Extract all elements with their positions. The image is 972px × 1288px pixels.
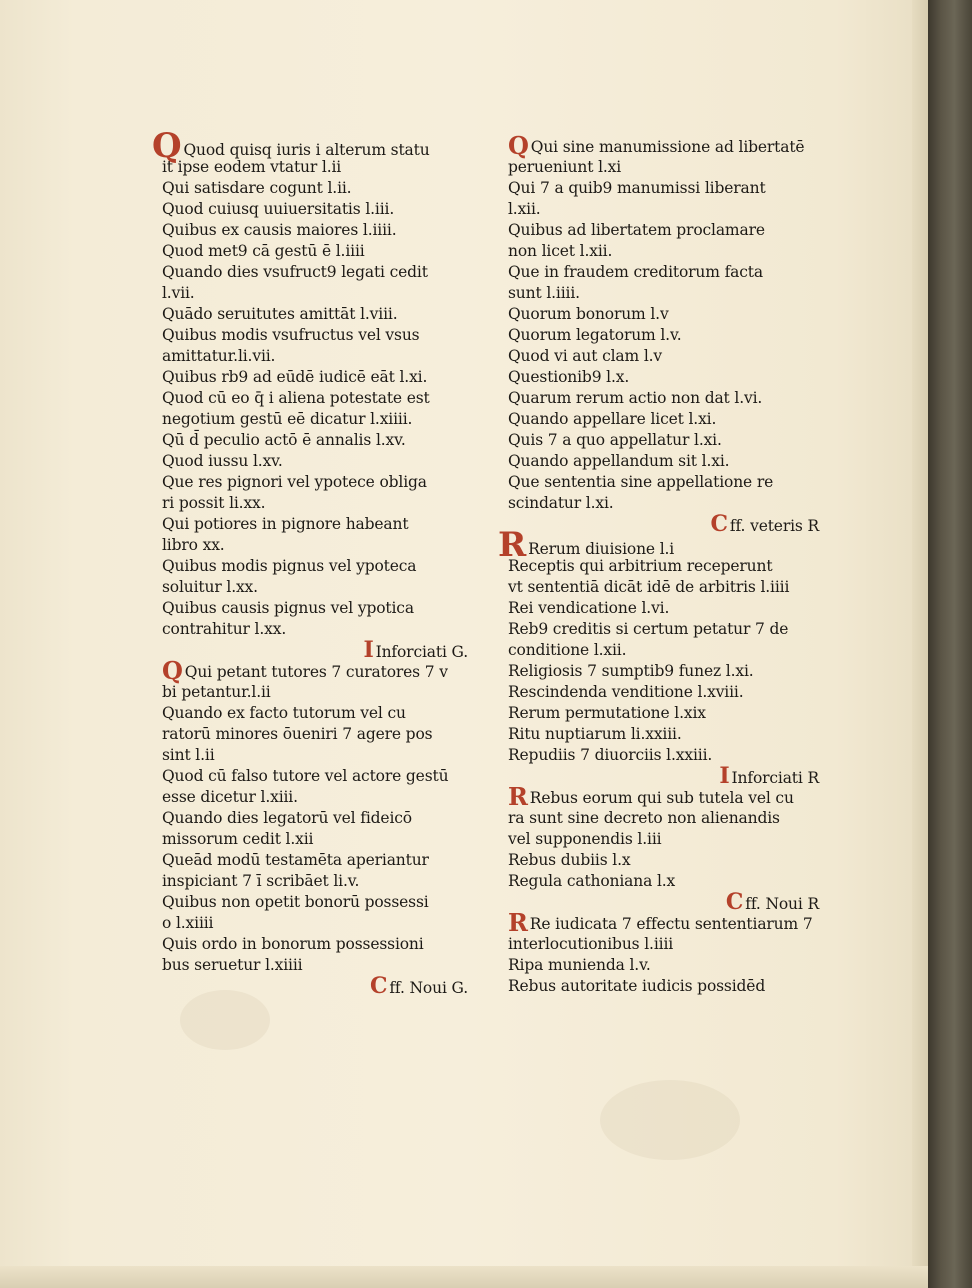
text-line: Repudiis 7 diuorciis l.xxiii. xyxy=(508,746,713,764)
text-line: Regula cathoniana l.x xyxy=(508,872,676,890)
text-line: Quando dies legatorū vel fideicō xyxy=(162,809,412,827)
section-heading: C ff. Noui R xyxy=(725,889,819,915)
text-line: ratorū minores ōueniri 7 agere pos xyxy=(162,725,433,743)
red-initial-q: Q xyxy=(162,656,183,685)
section-heading: C ff. Noui G. xyxy=(369,973,468,999)
text-line: sint l.ii xyxy=(162,746,215,764)
text-line: Quorum bonorum l.v xyxy=(508,305,669,323)
section-heading: C ff. veteris R xyxy=(710,511,819,537)
text-line: Rescindenda venditione l.xviii. xyxy=(508,683,744,701)
text-line: Quādo seruitutes amittāt l.viii. xyxy=(162,305,398,323)
text-line: Rei vendicatione l.vi. xyxy=(508,599,670,617)
text-line: Quibus rb9 ad eūdē iudicē eāt l.xi. xyxy=(162,368,428,386)
text-line: Rebus autoritate iudicis possidēd xyxy=(508,977,766,995)
text-line: Quod cū falso tutore vel actore gestū xyxy=(162,767,449,785)
text-line: R Rebus eorum qui sub tutela vel cu xyxy=(508,782,794,811)
text-line: Qui potiores in pignore habeant xyxy=(162,515,409,533)
right-column xyxy=(498,131,833,997)
page-bottom-edge xyxy=(0,1266,928,1288)
text-line: Quibus modis vsufructus vel vsus xyxy=(162,326,420,344)
text-line: Q Quod quisq iuris i alterum statu xyxy=(152,126,430,166)
text-line: ri possit li.xx. xyxy=(162,494,266,512)
text-line: Qui satisdare cogunt l.ii. xyxy=(162,179,352,197)
text-line: Queād modū testamēta aperiantur xyxy=(162,851,429,869)
red-paragraph-mark: C xyxy=(369,973,388,999)
text-line: Quando ex facto tutorum vel cu xyxy=(162,704,406,722)
text-line: Quando appellandum sit l.xi. xyxy=(508,452,730,470)
text-line: Questionib9 l.x. xyxy=(508,368,630,386)
red-paragraph-mark: I xyxy=(719,763,730,789)
red-initial-q: Q xyxy=(152,126,182,166)
text-line: Quod cū eo q̄ i aliena potestate est xyxy=(162,389,430,407)
section-heading: I Inforciati R xyxy=(719,763,819,789)
text-line: esse dicetur l.xiii. xyxy=(162,788,298,806)
text-line: R Rerum diuisione l.i xyxy=(498,525,675,565)
text-line: Rebus dubiis l.x xyxy=(508,851,631,869)
text-line: Ritu nuptiarum li.xxiii. xyxy=(508,725,682,743)
red-initial-q: Q xyxy=(508,131,529,160)
red-paragraph-mark: I xyxy=(363,637,374,663)
book-binding-gutter xyxy=(928,0,972,1288)
text-line: conditione l.xii. xyxy=(508,641,627,659)
text-line: Quis 7 a quo appellatur l.xi. xyxy=(508,431,722,449)
text-line: Quarum rerum actio non dat l.vi. xyxy=(508,389,763,407)
text-line: Que res pignori vel ypotece obliga xyxy=(162,473,427,491)
text-line: missorum cedit l.xii xyxy=(162,830,314,848)
text-line: Quod iussu l.xv. xyxy=(162,452,283,470)
text-line: amittatur.li.vii. xyxy=(162,347,276,365)
text-line: Que in fraudem creditorum facta xyxy=(508,263,763,281)
text-line: inspiciant 7 ī scribāet li.v. xyxy=(162,872,360,890)
text-line: Qū d̄ peculio actō ē annalis l.xv. xyxy=(162,431,406,449)
text-line: Q Qui petant tutores 7 curatores 7 v xyxy=(162,656,448,685)
text-line: bi petantur.l.ii xyxy=(162,683,271,701)
text-line: Quod met9 cā gestū ē l.iiii xyxy=(162,242,365,260)
text-line: Quibus ex causis maiores l.iiii. xyxy=(162,221,397,239)
red-paragraph-mark: C xyxy=(725,889,744,915)
text-line: Reb9 creditis si certum petatur 7 de xyxy=(508,620,789,638)
text-line: perueniunt l.xi xyxy=(508,158,622,176)
text-line: vt sententiā dicāt idē de arbitris l.iiii xyxy=(508,578,790,596)
section-heading: I Inforciati G. xyxy=(363,637,468,663)
text-line: Quod cuiusq uuiuersitatis l.iii. xyxy=(162,200,395,218)
text-line: Religiosis 7 sumptib9 funez l.xi. xyxy=(508,662,754,680)
red-initial-r: R xyxy=(508,908,528,937)
red-initial-r: R xyxy=(498,525,527,565)
text-line: negotium gestū eē dicatur l.xiiii. xyxy=(162,410,413,428)
page-fore-edge xyxy=(912,0,928,1288)
text-line: soluitur l.xx. xyxy=(162,578,258,596)
text-line: sunt l.iiii. xyxy=(508,284,580,302)
paper-stain xyxy=(600,1080,740,1160)
text-line: o l.xiiii xyxy=(162,914,214,932)
text-line: non licet l.xii. xyxy=(508,242,613,260)
text-line: Rerum permutatione l.xix xyxy=(508,704,706,722)
text-line: contrahitur l.xx. xyxy=(162,620,287,638)
text-line: vel supponendis l.iii xyxy=(508,830,662,848)
text-line: Quorum legatorum l.v. xyxy=(508,326,682,344)
text-line: l.vii. xyxy=(162,284,195,302)
text-line: it ipse eodem vtatur l.ii xyxy=(162,158,342,176)
text-line: Q Qui sine manumissione ad libertatē xyxy=(508,131,805,160)
text-line: Quis ordo in bonorum possessioni xyxy=(162,935,424,953)
text-line: Receptis qui arbitrium receperunt xyxy=(508,557,773,575)
text-line: Quibus non opetit bonorū possessi xyxy=(162,893,429,911)
text-line: scindatur l.xi. xyxy=(508,494,614,512)
text-line: bus seruetur l.xiiii xyxy=(162,956,303,974)
paper-stain xyxy=(180,990,270,1050)
text-line: Que sententia sine appellatione re xyxy=(508,473,774,491)
red-paragraph-mark: C xyxy=(710,511,728,537)
text-line: ra sunt sine decreto non alienandis xyxy=(508,809,780,827)
text-line: interlocutionibus l.iiii xyxy=(508,935,674,953)
text-line: l.xii. xyxy=(508,200,541,218)
text-line: R Re iudicata 7 effectu sententiarum 7 xyxy=(508,908,813,937)
text-line: Quibus modis pignus vel ypoteca xyxy=(162,557,417,575)
text-line: Ripa munienda l.v. xyxy=(508,956,651,974)
red-initial-r: R xyxy=(508,782,528,811)
left-column xyxy=(152,126,482,999)
text-line: Qui 7 a quib9 manumissi liberant xyxy=(508,179,766,197)
text-line: Quibus causis pignus vel ypotica xyxy=(162,599,414,617)
text-line: Quando appellare licet l.xi. xyxy=(508,410,717,428)
text-line: Quando dies vsufruct9 legati cedit xyxy=(162,263,428,281)
text-line: Quod vi aut clam l.v xyxy=(508,347,663,365)
text-line: libro xx. xyxy=(162,536,225,554)
text-line: Quibus ad libertatem proclamare xyxy=(508,221,765,239)
